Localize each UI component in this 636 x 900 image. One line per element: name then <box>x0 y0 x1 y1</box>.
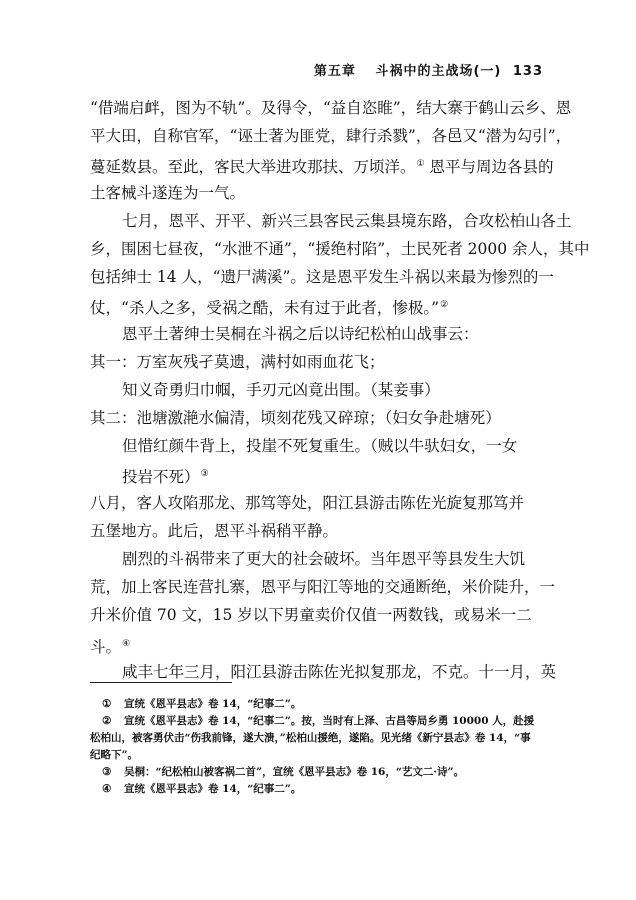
text-line: 仗，“杀人之多，受祸之酷，未有过于此者，惨极。”② <box>90 299 449 318</box>
text-line: 蔓延数县。至此，客民大举进攻那扶、万顷洋。① 恩平与周边各县的 <box>90 158 554 177</box>
chapter-title: 斗祸中的主战场(一) <box>375 64 502 79</box>
footnote-item: ② 宣统《恩平县志》卷 14，“纪事二”。按，当时有上泽、古昌等局乡勇 10000 人，赴援 <box>90 713 530 730</box>
footnote-item: ① 宣统《恩平县志》卷 14，“纪事二”。 <box>90 696 530 713</box>
text-line: 包括绅士 14 人，“遗尸满溪”。这是恩平发生斗祸以来最为惨烈的一 <box>90 268 554 287</box>
page-number: 133 <box>512 64 543 79</box>
text-line: 恩平土著绅士吴桐在斗祸之后以诗纪松柏山战事云： <box>122 324 479 343</box>
text-line: 七月，恩平、开平、新兴三县客民云集县境东路，合攻松柏山各土 <box>122 211 572 230</box>
poem-line: 投岩不死）③ <box>122 468 209 487</box>
footnote-mark: ④ <box>102 783 112 795</box>
text-line: 八月，客人攻陷那龙、那笃等处，阳江县游击陈佐光旋复那笃并 <box>90 493 525 512</box>
text-line: 剧烈的斗祸带来了更大的社会破坏。当年恩平等县发生大饥 <box>122 550 526 568</box>
running-header <box>314 60 543 79</box>
text-line: 咸丰七年三月，阳江县游击陈佐光拟复那龙，不克。十一月，英 <box>122 662 557 681</box>
text-line: 升米价值 70 文，15 岁以下男童卖价仅值一两数钱，或易米一二 <box>90 606 532 625</box>
footnote-divider <box>90 682 232 683</box>
body-text <box>90 94 590 686</box>
chapter-label: 第五章 <box>313 64 356 79</box>
poem-line: 但惜红颜牛背上，投崖不死复重生。（贼以牛驮妇女，一女 <box>122 437 518 456</box>
text-line-tail: 恩平与周边各县的 <box>429 158 554 177</box>
footnote-ref: ① <box>416 159 425 170</box>
text-line: 荒，加上客民连营扎寨，恩平与阳江等地的交通断绝，米价陡升，一 <box>90 578 556 597</box>
footnote-ref: ② <box>440 300 449 311</box>
poem-line: 其二：池塘激滟水偏清，顷刻花残又碎琼；（妇女争赴塘死） <box>90 409 501 428</box>
text-line: 斗。④ <box>90 637 131 656</box>
footnote-mark: ② <box>102 715 112 727</box>
footnote-continuation: 松柏山，被客勇伏击“伤我前锋，遂大溃，”松柏山援绝，遂陷。见光绪《新宁县志》卷 14，“事 <box>90 732 531 744</box>
footnote-ref: ③ <box>200 469 209 480</box>
text-line: “借端启衅，图为不轨”。及得令，“益自恣睢”，结大寨于鹤山云乡、恩 <box>90 99 572 117</box>
footnote-ref: ④ <box>122 638 131 649</box>
footnote-mark: ① <box>102 698 112 710</box>
footnote-item: ④ 宣统《恩平县志》卷 14，“纪事二”。 <box>90 781 530 798</box>
footnote-item: ③ 吴桐：“纪松柏山被客祸二首”，宣统《恩平县志》卷 16，“艺文二·诗”。 <box>90 764 530 781</box>
text-line: 平大田，自称官军，“诬土著为匪党，肆行杀戮”，各邑又“潜为勾引”， <box>90 127 572 146</box>
text-line: 乡，围困七昼夜，“水泄不通”，“援绝村陷”，土民死者 2000 余人，其中 <box>90 239 590 258</box>
footnote-mark: ③ <box>102 766 112 778</box>
text-line: 五堡地方。此后，恩平斗祸稍平静。 <box>90 521 339 540</box>
footnote-continuation: 纪略下”。 <box>90 749 139 761</box>
footnotes <box>90 696 535 798</box>
poem-line: 知义奇勇归巾帼，手刃元凶竟出围。（某妾事） <box>122 380 440 399</box>
text-line: 土客械斗遂连为一气。 <box>90 183 246 202</box>
poem-line: 其一：万室灰残孑莫遗，满村如雨血花飞； <box>90 352 385 371</box>
